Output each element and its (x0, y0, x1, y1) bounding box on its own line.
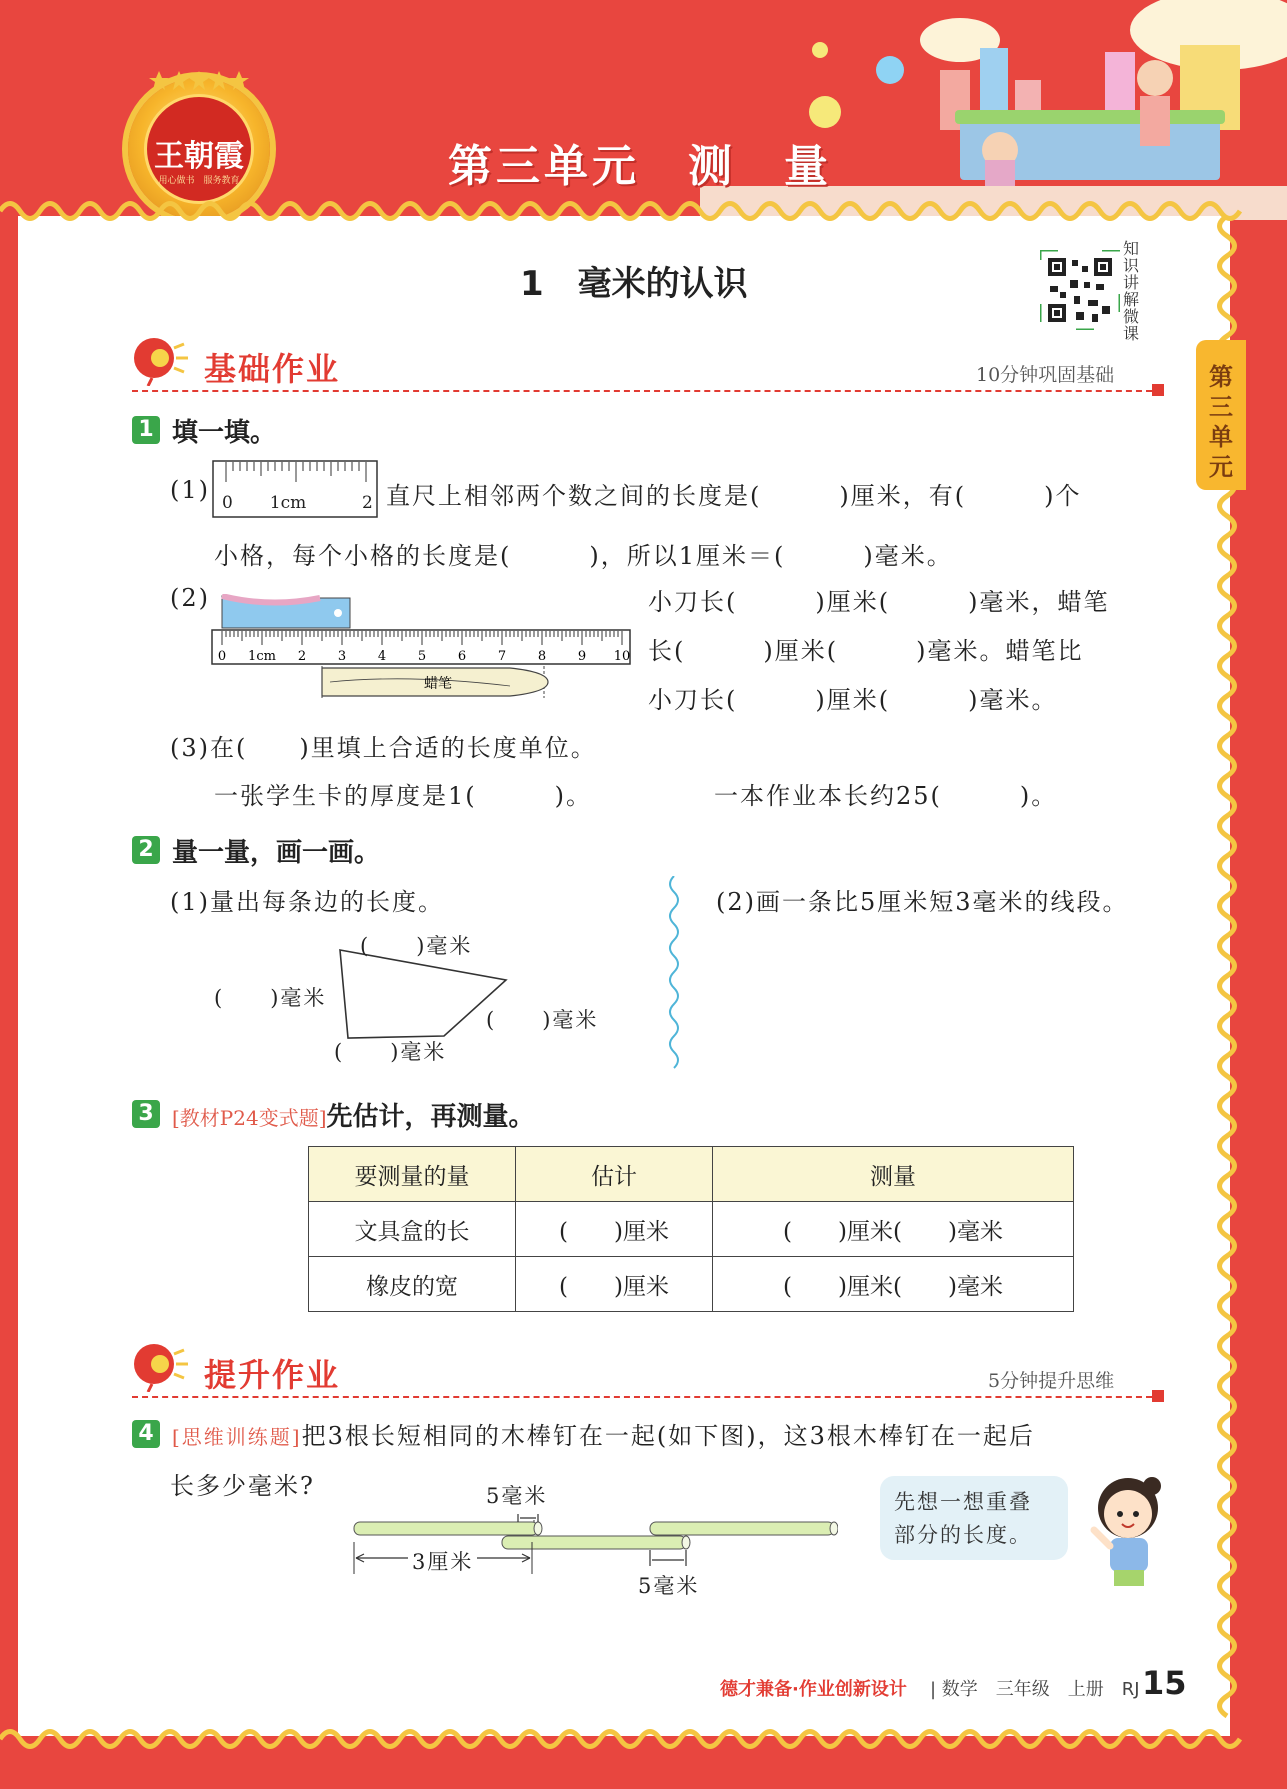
hint-bubble (880, 1476, 1068, 1560)
ruler2-tick-7: 7 (497, 649, 507, 664)
q1-part3-line2b: 一本作业本长约25( )。 (714, 782, 1058, 810)
question-number-2: 2 (132, 836, 160, 864)
q1-part2-line1: 小刀长( )厘米( )毫米，蜡笔 (648, 588, 1110, 616)
ruler2-tick-3: 3 (337, 649, 347, 664)
q4-tag: [思维训练题] (172, 1425, 302, 1449)
q1-part2-line3: 小刀长( )厘米( )毫米。 (648, 686, 1058, 714)
dim-label-bottom: 5毫米 (638, 1574, 700, 1598)
q2-part1: (1)量出每条边的长度。 (170, 888, 444, 916)
top-wave-border (0, 196, 1287, 226)
logo-stars (148, 70, 250, 92)
table-header-cell: 估计 (516, 1147, 713, 1202)
q1-part1-label: (1) (170, 476, 210, 504)
small-ruler (212, 460, 378, 518)
page-number: 15 (1142, 1664, 1187, 1702)
bottom-wave-border (0, 1724, 1287, 1754)
footer-brand: 德才兼备·作业创新设计 (720, 1679, 907, 1700)
table-cell[interactable]: ( )厘米 (516, 1257, 713, 1312)
unit-title: 第三单元 测 量 (448, 141, 832, 192)
table-header-cell: 要测量的量 (309, 1147, 516, 1202)
q4-line1 (172, 1416, 1035, 1451)
shape-label-left: ( )毫米 (214, 986, 327, 1010)
lantern-icon (130, 334, 190, 386)
q3-title-text: 先估计，再测量。 (326, 1102, 535, 1132)
q1-part2-line2: 长( )厘米( )毫米。蜡笔比 (648, 637, 1084, 665)
three-sticks-diagram (348, 1480, 838, 1600)
ruler2-tick-9: 9 (577, 649, 587, 664)
table-cell[interactable]: ( )厘米( )毫米 (713, 1202, 1074, 1257)
table-header-row (309, 1147, 1074, 1202)
question-title-1: 填一填。 (172, 418, 277, 448)
hint-text: 先想一想重叠部分的长度。 (894, 1490, 1032, 1547)
section-note-basic: 10分钟巩固基础 (976, 364, 1115, 386)
ruler2-tick-0: 0 (217, 649, 227, 664)
girl-character-illustration (1080, 1466, 1170, 1592)
ruler1-tick-1cm: 1cm (269, 493, 307, 513)
section-note-advanced: 5分钟提升思维 (988, 1370, 1115, 1392)
ruler1-tick-2: 2 (362, 493, 373, 513)
table-row (309, 1202, 1074, 1257)
q4-line1-text: 把3根长短相同的木棒钉在一起(如下图)，这3根木棒钉在一起后 (301, 1422, 1035, 1450)
table-cell: 文具盒的长 (309, 1202, 516, 1257)
section-divider-advanced (132, 1396, 1152, 1398)
question-number-3: 3 (132, 1100, 160, 1128)
wavy-divider (664, 876, 684, 1076)
table-cell[interactable]: ( )厘米( )毫米 (713, 1257, 1074, 1312)
divider-end-marker (1152, 384, 1164, 396)
table-cell[interactable]: ( )厘米 (516, 1202, 713, 1257)
side-tab-label: 第三单元 (1209, 363, 1233, 481)
table-header-cell: 测量 (713, 1147, 1074, 1202)
footer-book-info: | 数学 三年级 上册 RJ (930, 1679, 1140, 1700)
shape-label-right: ( )毫米 (486, 1008, 599, 1032)
q1-part1-line2: 小格，每个小格的长度是( )，所以1厘米＝( )毫米。 (214, 542, 953, 570)
qr-code-icon[interactable] (1040, 250, 1120, 330)
q1-part2-label: (2) (170, 584, 210, 612)
section-title-advanced: 提升作业 (204, 1356, 341, 1394)
question-title-2: 量一量，画一画。 (172, 838, 381, 868)
q1-part3-line2a: 一张学生卡的厚度是1( )。 (214, 782, 592, 810)
question-title-3 (172, 1096, 535, 1133)
ruler2-tick-1: 1cm (248, 649, 276, 664)
section-title-basic: 基础作业 (204, 350, 341, 388)
section-divider-basic (132, 390, 1152, 392)
table-row (309, 1257, 1074, 1312)
ruler2-tick-5: 5 (417, 649, 427, 664)
dim-label-left: 3厘米 (408, 1546, 477, 1576)
shape-label-bottom: ( )毫米 (334, 1040, 447, 1064)
q1-part1-line1: 直尺上相邻两个数之间的长度是( )厘米，有( )个 (386, 482, 1082, 510)
ruler2-tick-8: 8 (537, 649, 547, 664)
q3-tag: [教材P24变式题] (172, 1106, 327, 1130)
question-number-4: 4 (132, 1420, 160, 1448)
lesson-title: 1 毫米的认识 (520, 264, 748, 304)
shape-label-top: ( )毫米 (360, 934, 473, 958)
measurement-table (308, 1146, 1074, 1312)
crayon-label: 蜡笔 (424, 676, 452, 692)
ruler2-tick-10: 10 (613, 649, 631, 664)
qr-label: 知识讲解微课 (1123, 239, 1140, 343)
q4-line2: 长多少毫米? (170, 1472, 315, 1500)
ruler2-tick-4: 4 (377, 649, 387, 664)
logo-slogan: 用心做书 服务教育 (158, 176, 240, 186)
logo-name: 王朝霞 (154, 139, 244, 174)
q2-part2: (2)画一条比5厘米短3毫米的线段。 (716, 888, 1129, 916)
question-number-1: 1 (132, 416, 160, 444)
unit-side-tab (1196, 340, 1246, 490)
table-cell: 橡皮的宽 (309, 1257, 516, 1312)
ruler1-tick-0: 0 (222, 493, 233, 513)
q1-part3-line1: (3)在( )里填上合适的长度单位。 (170, 734, 597, 762)
ruler2-tick-2: 2 (297, 649, 307, 664)
dim-label-top: 5毫米 (486, 1484, 548, 1508)
divider-end-marker (1152, 1390, 1164, 1402)
ruler2-tick-6: 6 (457, 649, 467, 664)
ruler-knife-crayon-figure (210, 594, 634, 702)
lantern-icon (130, 1340, 190, 1392)
